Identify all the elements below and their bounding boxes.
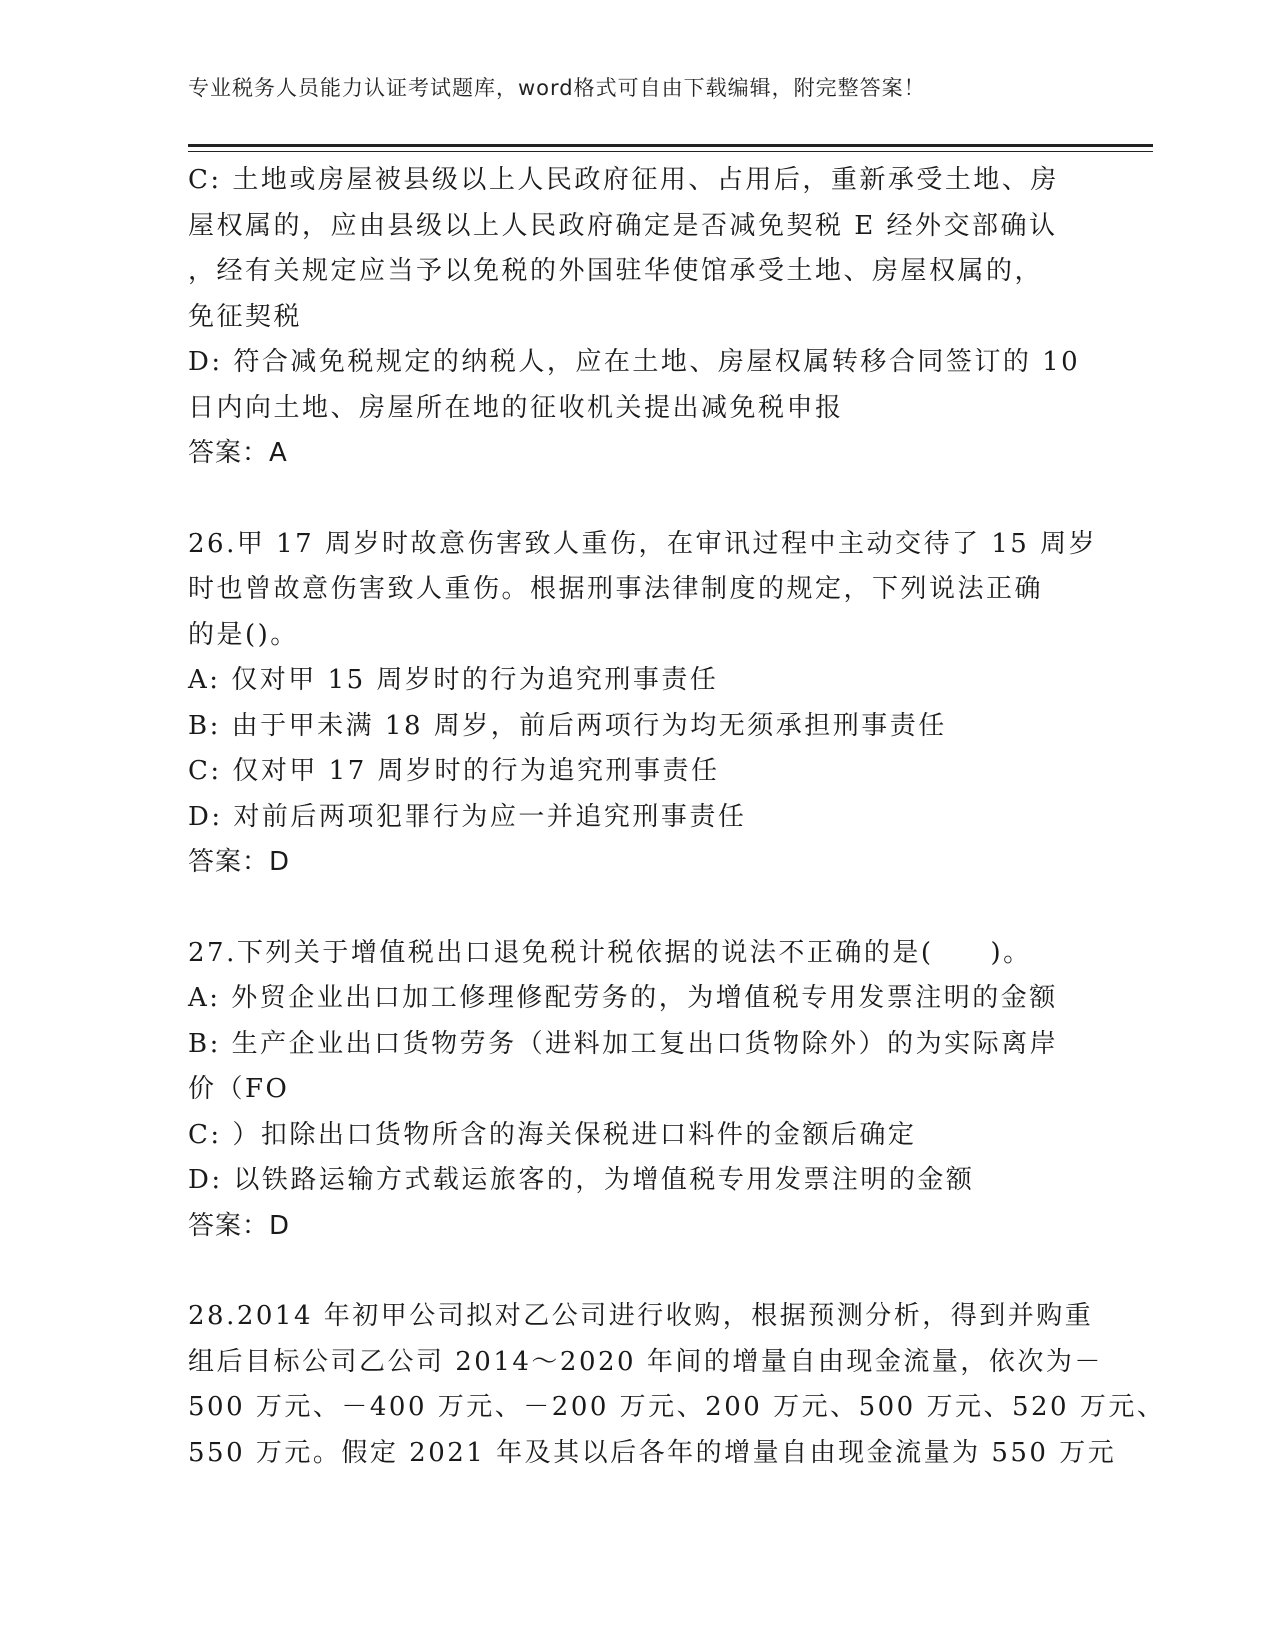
question-28: [188, 1294, 1166, 1476]
spacer: [188, 1249, 1088, 1294]
question-stem-line: 26.甲 17 周岁时故意伤害致人重伤，在审讯过程中主动交待了 15 周岁: [188, 528, 1098, 559]
header-divider-thick: [188, 144, 1153, 147]
question-stem-line: 28.2014 年初甲公司拟对乙公司进行收购，根据预测分析，得到并购重: [188, 1301, 1094, 1331]
question-25-options: [188, 158, 1088, 477]
question-stem-line: 500 万元、－400 万元、－200 万元、200 万元、500 万元、520 万元、: [188, 1392, 1166, 1422]
option-b: B: 生产企业出口货物劳务（进料加工复出口货物除外）的为实际离岸: [188, 1028, 1059, 1059]
question-stem-line: 组后目标公司乙公司 2014～2020 年间的增量自由现金流量，依次为－: [188, 1346, 1103, 1377]
question-27: [188, 931, 1088, 1250]
answer-27: 答案：D: [188, 1210, 291, 1241]
option-a: A: 仅对甲 15 周岁时的行为追究刑事责任: [188, 665, 719, 695]
question-26: [188, 522, 1098, 886]
option-line: D: 符合减免税规定的纳税人，应在土地、房屋权属转移合同签订的 10: [188, 347, 1081, 377]
question-content: [188, 158, 1166, 1476]
page-header: 专业税务人员能力认证考试题库，word格式可自由下载编辑，附完整答案！: [188, 76, 926, 100]
option-a: A: 外贸企业出口加工修理修配劳务的，为增值税专用发票注明的金额: [188, 983, 1058, 1013]
question-stem-line: 550 万元。假定 2021 年及其以后各年的增量自由现金流量为 550 万元: [188, 1437, 1117, 1468]
option-line: ，经有关规定应当予以免税的外国驻华使馆承受土地、房屋权属的，: [188, 256, 1044, 286]
option-d: D: 对前后两项犯罪行为应一并追究刑事责任: [188, 801, 747, 832]
option-c: C: 仅对甲 17 周岁时的行为追究刑事责任: [188, 756, 720, 786]
question-stem-line: 的是()。: [188, 619, 299, 650]
option-line: 日内向土地、房屋所在地的征收机关提出减免税申报: [188, 392, 844, 423]
option-b-continued: 价（FO: [188, 1074, 290, 1104]
option-b: B: 由于甲未满 18 周岁，前后两项行为均无须承担刑事责任: [188, 710, 947, 741]
answer-26: 答案：D: [188, 847, 291, 877]
option-c: C: ）扣除出口货物所含的海关保税进口料件的金额后确定: [188, 1119, 917, 1150]
header-divider-thin: [188, 151, 1153, 152]
option-line: C: 土地或房屋被县级以上人民政府征用、占用后，重新承受土地、房: [188, 165, 1059, 195]
answer-25: 答案：A: [188, 438, 288, 468]
question-stem-line: 时也曾故意伤害致人重伤。根据刑事法律制度的规定，下列说法正确: [188, 574, 1044, 604]
option-d: D: 以铁路运输方式载运旅客的，为增值税专用发票注明的金额: [188, 1165, 975, 1195]
spacer: [188, 477, 1088, 522]
question-stem-line: 27.下列关于增值税出口退免税计税依据的说法不正确的是( )。: [188, 937, 1032, 968]
option-line: 屋权属的，应由县级以上人民政府确定是否减免契税 E 经外交部确认: [188, 210, 1058, 241]
spacer: [188, 886, 1088, 931]
option-line: 免征契税: [188, 301, 303, 332]
